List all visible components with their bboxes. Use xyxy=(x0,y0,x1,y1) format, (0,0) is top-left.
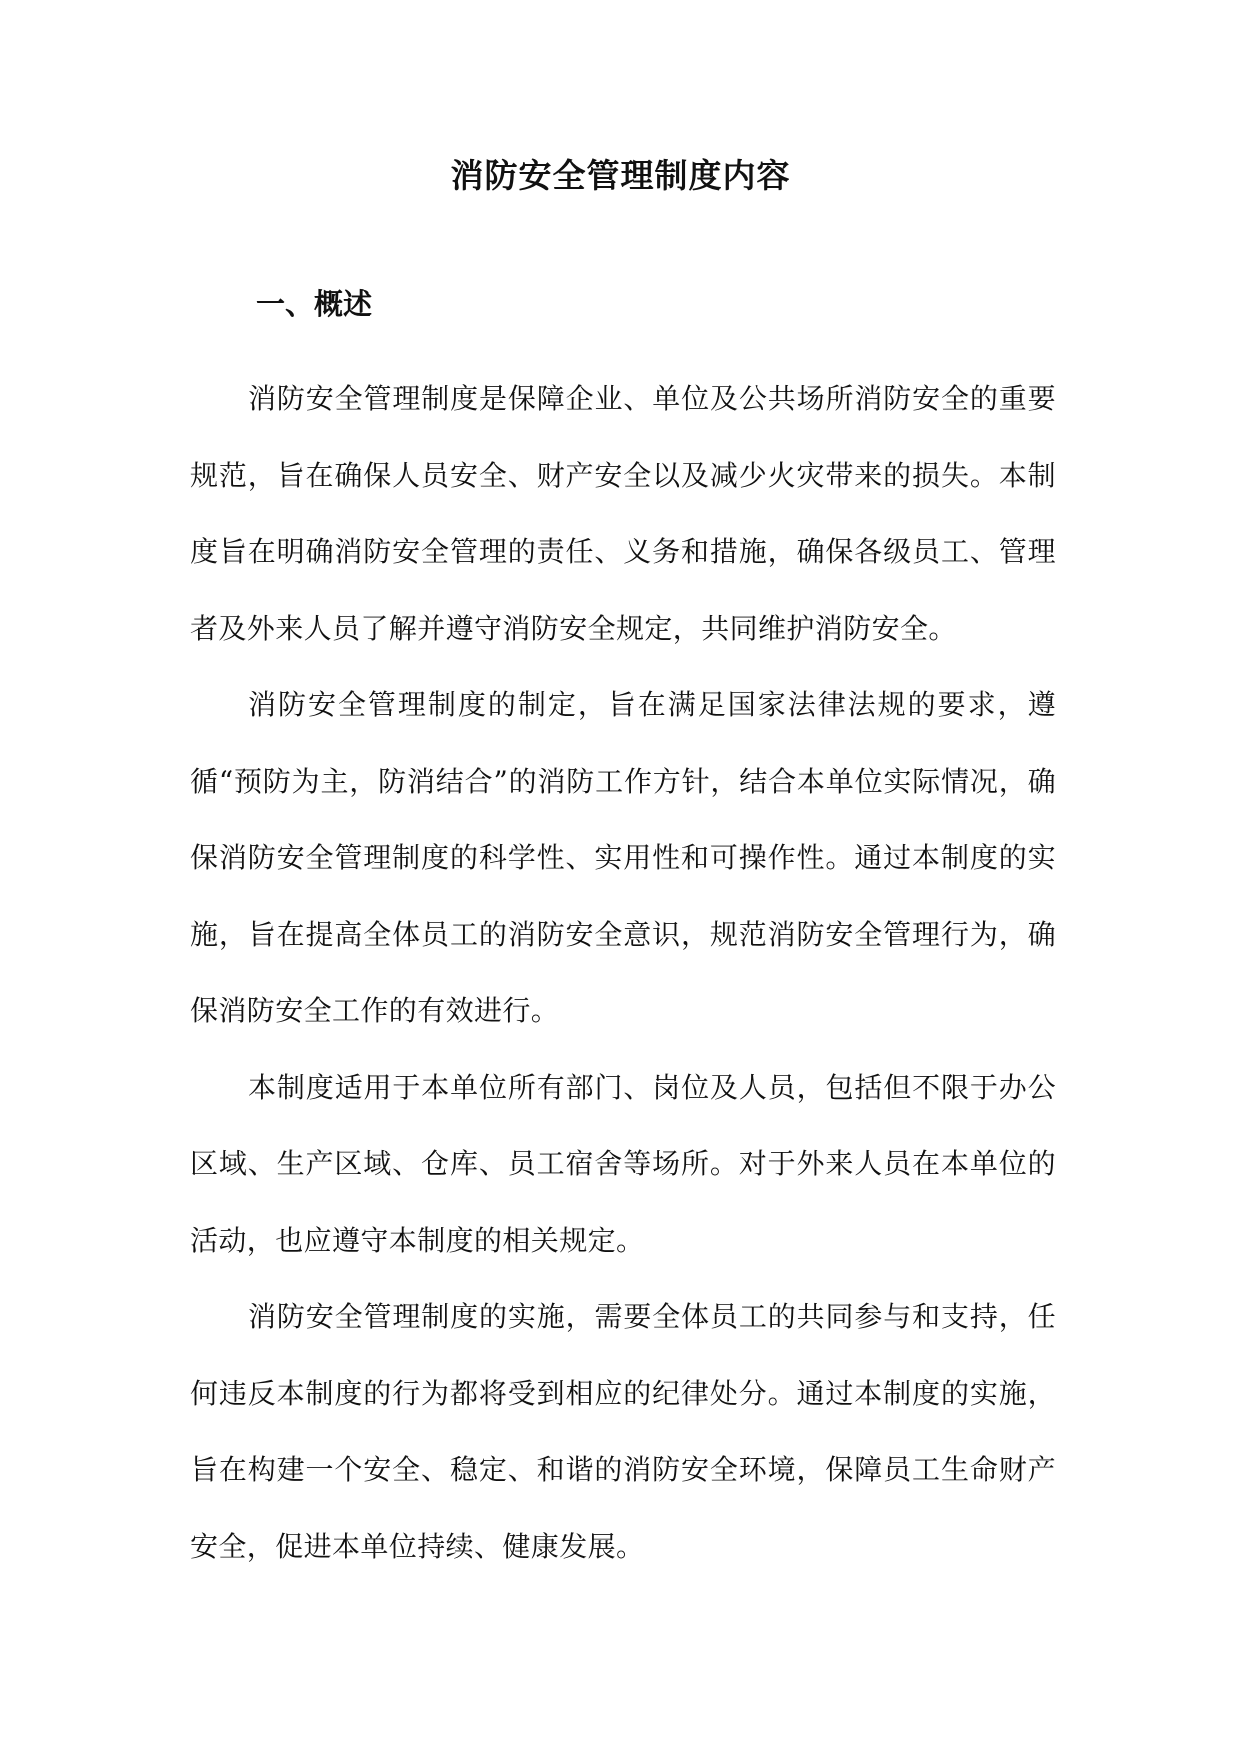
paragraph-3: 本制度适用于本单位所有部门、岗位及人员，包括但不限于办公区域、生产区域、仓库、员工宿舍等场所。对于外来人员在本单位的活动，也应遵守本制度的相关规定。 xyxy=(190,1070,1056,1257)
document-title: 消防安全管理制度内容 xyxy=(450,156,791,195)
section-heading: 一、概述 xyxy=(256,287,373,321)
paragraph-1: 消防安全管理制度是保障企业、单位及公共场所消防安全的重要规范，旨在确保人员安全、财产安全以及减少火灾带来的损失。本制度旨在明确消防安全管理的责任、义务和措施，确保各级员工、管理者及外来人员了解并遵守消防安全规定，共同维护消防安全。 xyxy=(190,382,1056,645)
section-body xyxy=(190,361,1056,1585)
paragraph-4: 消防安全管理制度的实施，需要全体员工的共同参与和支持，任何违反本制度的行为都将受到相应的纪律处分。通过本制度的实施，旨在构建一个安全、稳定、和谐的消防安全环境，保障员工生命财产安全，促进本单位持续、健康发展。 xyxy=(190,1300,1056,1563)
paragraph-2: 消防安全管理制度的制定，旨在满足国家法律法规的要求，遵循“预防为主，防消结合”的消防工作方针，结合本单位实际情况，确保消防安全管理制度的科学性、实用性和可操作性。通过本制度的实施，旨在提高全体员工的消防安全意识，规范消防安全管理行为，确保消防安全工作的有效进行。 xyxy=(190,688,1056,1027)
